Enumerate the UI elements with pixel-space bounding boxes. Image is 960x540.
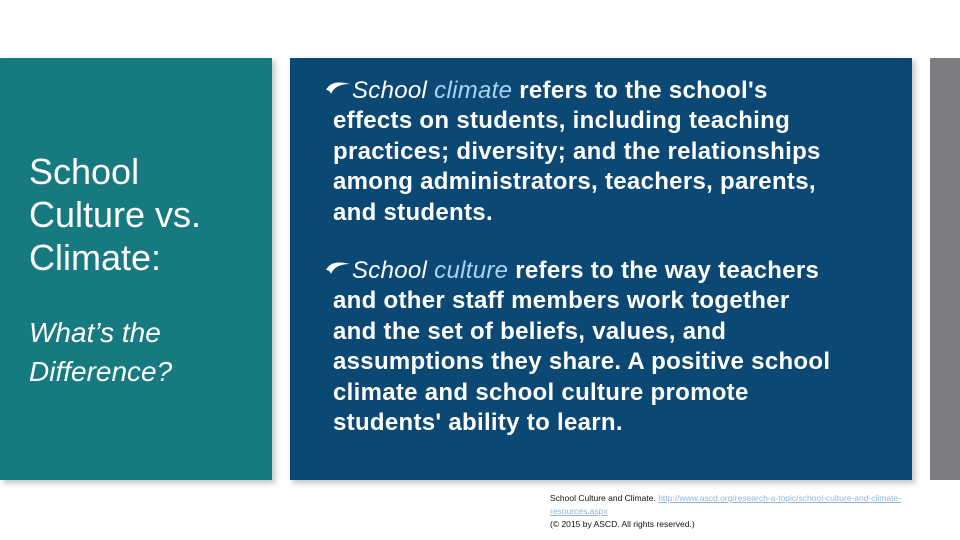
bullet-line: among administrators, teachers, parents, xyxy=(333,168,816,196)
decorative-strip xyxy=(930,58,960,480)
citation-text: School Culture and Climate. xyxy=(550,493,659,503)
citation-link[interactable]: http://www.ascd.org/research-a-topic/school-culture-and-climate-resources.aspx xyxy=(550,493,902,516)
bullet-line: climate and school culture promote xyxy=(333,378,749,406)
bullet-line: practices; diversity; and the relationships xyxy=(333,137,821,165)
bullet-line: and the set of beliefs, values, and xyxy=(333,317,727,345)
slide-title: School Culture vs. Climate: xyxy=(29,151,202,278)
bullet-prefix: School xyxy=(352,257,435,284)
bullet-line: students' ability to learn. xyxy=(333,409,623,437)
copyright-text: (© 2015 by ASCD. All rights reserved.) xyxy=(550,519,695,529)
citation xyxy=(550,492,940,531)
term-climate: climate xyxy=(434,77,513,104)
swoosh-bullet-icon xyxy=(324,258,352,280)
bullet-climate xyxy=(324,76,904,228)
bullet-prefix: School xyxy=(352,77,435,104)
slide-subtitle: What’s the Difference? xyxy=(29,317,173,387)
bullet-text: refers to the way teachers xyxy=(508,257,820,284)
bullet-text: refers to the school's xyxy=(512,77,768,104)
bullet-line: assumptions they share. A positive school xyxy=(333,348,831,376)
bullet-line: and students. xyxy=(333,198,493,226)
bullet-line: effects on students, including teaching xyxy=(333,107,791,135)
bullet-culture xyxy=(324,256,904,438)
swoosh-bullet-icon xyxy=(324,78,352,100)
term-culture: culture xyxy=(434,257,509,284)
bullet-line: and other staff members work together xyxy=(333,287,790,315)
